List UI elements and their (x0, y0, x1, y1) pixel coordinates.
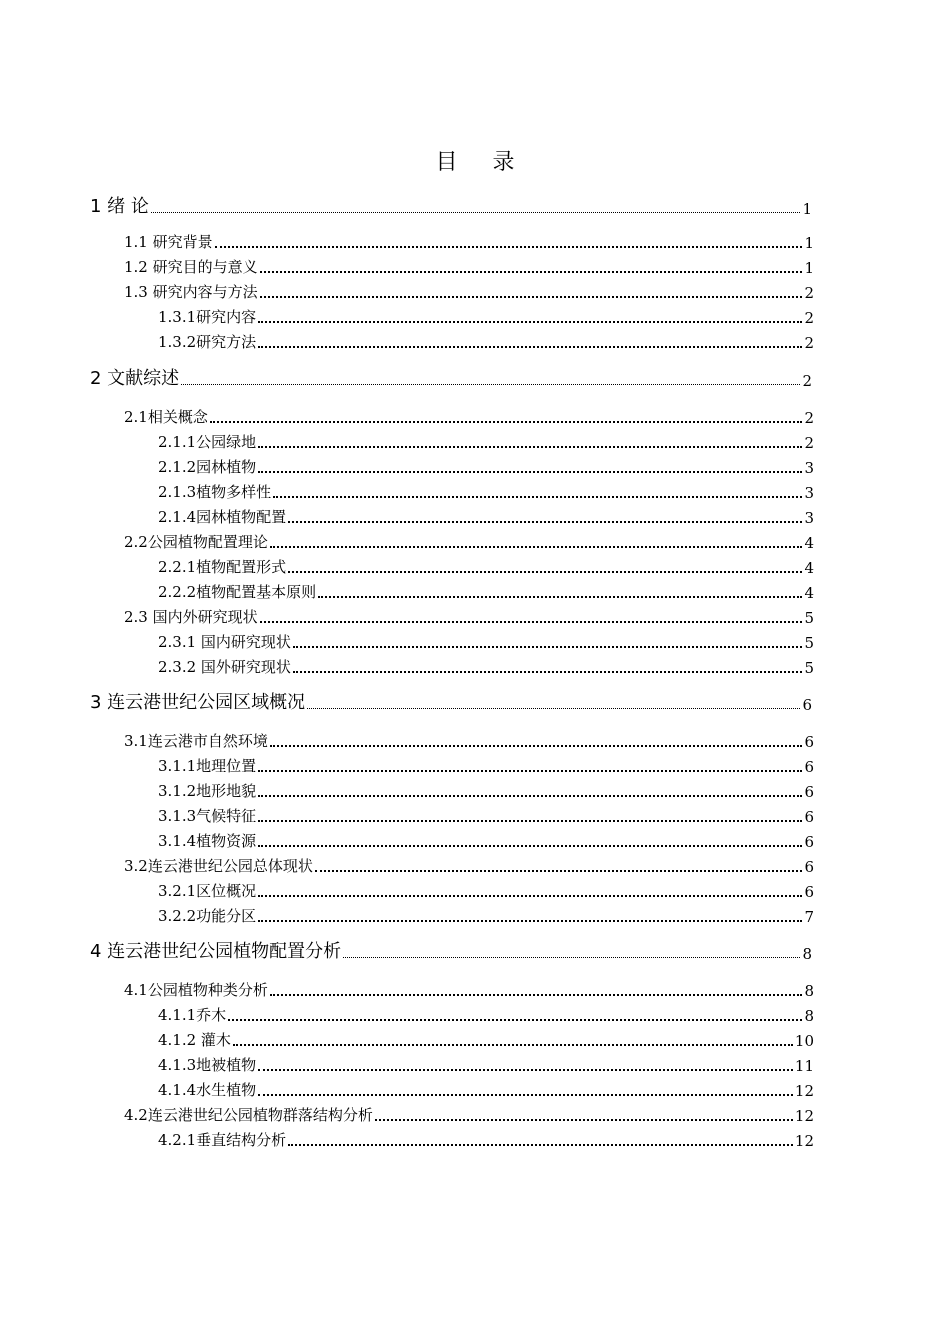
toc-section-entry[interactable] (124, 280, 814, 302)
toc-entry-label: 4.1.4水生植物 (158, 1081, 257, 1099)
toc-section-entry[interactable] (158, 330, 814, 352)
toc-section-entry[interactable] (124, 854, 814, 876)
toc-section-entry[interactable] (124, 230, 814, 252)
dot-leader (273, 496, 802, 498)
dot-leader (258, 895, 802, 897)
toc-section-entry[interactable] (158, 1128, 814, 1150)
toc-entry-label: 2 文献综述 (90, 368, 180, 389)
toc-entry-label: 2.1.1公园绿地 (158, 433, 257, 451)
toc-page-number: 3 (804, 509, 814, 527)
toc-entry-label: 1.3.2研究方法 (158, 333, 257, 351)
toc-chapter-entry[interactable] (90, 368, 812, 390)
toc-entry-label: 2.2公园植物配置理论 (124, 533, 268, 551)
dot-leader (260, 621, 803, 623)
toc-entry-label: 2.2.2植物配置基本原则 (158, 583, 317, 601)
toc-section-entry[interactable] (158, 879, 814, 901)
toc-page-number: 6 (804, 858, 814, 876)
toc-section-entry[interactable] (158, 804, 814, 826)
dot-leader (270, 994, 803, 996)
toc-page-number: 1 (802, 200, 812, 218)
dot-leader (258, 1069, 793, 1071)
toc-page-number: 12 (794, 1107, 814, 1125)
dot-leader (315, 870, 803, 872)
toc-section-entry[interactable] (158, 630, 814, 652)
toc-entry-label: 3.1.3气候特征 (158, 807, 257, 825)
dot-leader (288, 1144, 793, 1146)
toc-section-entry[interactable] (124, 255, 814, 277)
dot-leader (270, 546, 803, 548)
toc-entry-label: 4.1公园植物种类分析 (124, 981, 268, 999)
dot-leader (258, 770, 802, 772)
toc-page-number: 6 (804, 733, 814, 751)
toc-entry-label: 3.2连云港世纪公园总体现状 (124, 857, 313, 875)
toc-entry-label: 2.3.2 国外研究现状 (158, 658, 291, 676)
toc-page-number: 6 (804, 883, 814, 901)
dot-leader (307, 708, 800, 709)
toc-section-entry[interactable] (158, 580, 814, 602)
toc-entry-label: 2.2.1植物配置形式 (158, 558, 287, 576)
dot-leader (260, 271, 803, 273)
toc-entry-label: 1.1 研究背景 (124, 233, 213, 251)
toc-page-number: 2 (802, 372, 812, 390)
toc-page-number: 7 (804, 908, 814, 926)
dot-leader (210, 421, 803, 423)
toc-section-entry[interactable] (158, 754, 814, 776)
toc-page-number: 12 (794, 1132, 814, 1150)
dot-leader (318, 596, 802, 598)
toc-page-number: 6 (804, 758, 814, 776)
toc-page-number: 6 (804, 833, 814, 851)
toc-entry-label: 1.3.1研究内容 (158, 308, 257, 326)
toc-section-entry[interactable] (158, 1003, 814, 1025)
toc-page-number: 2 (804, 409, 814, 427)
toc-entry-label: 4.1.3地被植物 (158, 1056, 257, 1074)
toc-page-number: 6 (804, 808, 814, 826)
toc-page-number: 5 (804, 609, 814, 627)
dot-leader (215, 246, 803, 248)
toc-section-entry[interactable] (158, 305, 814, 327)
toc-section-entry[interactable] (124, 605, 814, 627)
toc-entry-label: 3.1连云港市自然环境 (124, 732, 268, 750)
toc-section-entry[interactable] (158, 505, 814, 527)
toc-entry-label: 2.1.4园林植物配置 (158, 508, 287, 526)
toc-section-entry[interactable] (124, 729, 814, 751)
dot-leader (228, 1019, 802, 1021)
toc-section-entry[interactable] (124, 1103, 814, 1125)
toc-page-number: 10 (794, 1032, 814, 1050)
dot-leader (258, 795, 802, 797)
dot-leader (181, 384, 800, 385)
dot-leader (288, 521, 802, 523)
dot-leader (375, 1119, 793, 1121)
toc-page-number: 2 (804, 284, 814, 302)
toc-entry-label: 3.2.1区位概况 (158, 882, 257, 900)
dot-leader (258, 920, 802, 922)
dot-leader (258, 845, 802, 847)
toc-page-number: 8 (804, 982, 814, 1000)
toc-section-entry[interactable] (158, 480, 814, 502)
toc-page-number: 5 (804, 634, 814, 652)
toc-page-number: 11 (794, 1057, 814, 1075)
toc-section-entry[interactable] (124, 530, 814, 552)
toc-page-number: 2 (804, 434, 814, 452)
toc-entry-label: 1.3 研究内容与方法 (124, 283, 258, 301)
toc-page-number: 4 (804, 584, 814, 602)
toc-page-number: 8 (802, 945, 812, 963)
toc-entry-label: 4.1.1乔木 (158, 1006, 227, 1024)
dot-leader (258, 446, 802, 448)
toc-section-entry[interactable] (158, 1053, 814, 1075)
toc-entry-label: 1 绪 论 (90, 196, 149, 217)
toc-section-entry[interactable] (158, 430, 814, 452)
dot-leader (260, 296, 803, 298)
toc-section-entry[interactable] (158, 555, 814, 577)
toc-chapter-entry[interactable] (90, 692, 812, 714)
toc-chapter-entry[interactable] (90, 196, 812, 218)
toc-page-number: 2 (804, 334, 814, 352)
toc-entry-label: 1.2 研究目的与意义 (124, 258, 258, 276)
dot-leader (258, 820, 802, 822)
dot-leader (258, 346, 802, 348)
toc-entry-label: 3.1.1地理位置 (158, 757, 257, 775)
dot-leader (233, 1044, 793, 1046)
toc-entry-label: 2.3.1 国内研究现状 (158, 633, 291, 651)
toc-entry-label: 3.1.2地形地貌 (158, 782, 257, 800)
toc-section-entry[interactable] (124, 405, 814, 427)
toc-entry-label: 4.1.2 灌木 (158, 1031, 231, 1049)
toc-entry-label: 4.2连云港世纪公园植物群落结构分析 (124, 1106, 373, 1124)
toc-chapter-entry[interactable] (90, 941, 812, 963)
dot-leader (293, 646, 803, 648)
page-title: 目 录 (435, 150, 529, 175)
dot-leader (270, 745, 803, 747)
dot-leader (288, 571, 802, 573)
toc-entry-label: 3.1.4植物资源 (158, 832, 257, 850)
dot-leader (258, 471, 802, 473)
toc-page-number: 3 (804, 484, 814, 502)
toc-entry-label: 2.1相关概念 (124, 408, 208, 426)
toc-entry-label: 4 连云港世纪公园植物配置分析 (90, 941, 342, 962)
toc-entry-label: 4.2.1垂直结构分析 (158, 1131, 287, 1149)
toc-page-number: 6 (804, 783, 814, 801)
dot-leader (293, 671, 803, 673)
toc-page-number: 5 (804, 659, 814, 677)
toc-page-number: 4 (804, 534, 814, 552)
toc-section-entry[interactable] (158, 1028, 814, 1050)
toc-entry-label: 2.1.3植物多样性 (158, 483, 272, 501)
toc-section-entry[interactable] (124, 978, 814, 1000)
toc-entry-label: 2.3 国内外研究现状 (124, 608, 258, 626)
toc-section-entry[interactable] (158, 455, 814, 477)
toc-section-entry[interactable] (158, 829, 814, 851)
toc-section-entry[interactable] (158, 904, 814, 926)
toc-section-entry[interactable] (158, 1078, 814, 1100)
toc-entry-label: 3.2.2功能分区 (158, 907, 257, 925)
toc-page-number: 1 (804, 234, 814, 252)
dot-leader (258, 1094, 793, 1096)
toc-entry-label: 2.1.2园林植物 (158, 458, 257, 476)
toc-section-entry[interactable] (158, 655, 814, 677)
dot-leader (151, 212, 801, 213)
dot-leader (343, 957, 800, 958)
toc-page-number: 12 (794, 1082, 814, 1100)
toc-section-entry[interactable] (158, 779, 814, 801)
toc-page-number: 4 (804, 559, 814, 577)
dot-leader (258, 321, 802, 323)
toc-page-number: 6 (802, 696, 812, 714)
toc-page-number: 8 (804, 1007, 814, 1025)
toc-page-number: 2 (804, 309, 814, 327)
toc-page-number: 1 (804, 259, 814, 277)
toc-page-number: 3 (804, 459, 814, 477)
toc-entry-label: 3 连云港世纪公园区域概况 (90, 692, 306, 713)
